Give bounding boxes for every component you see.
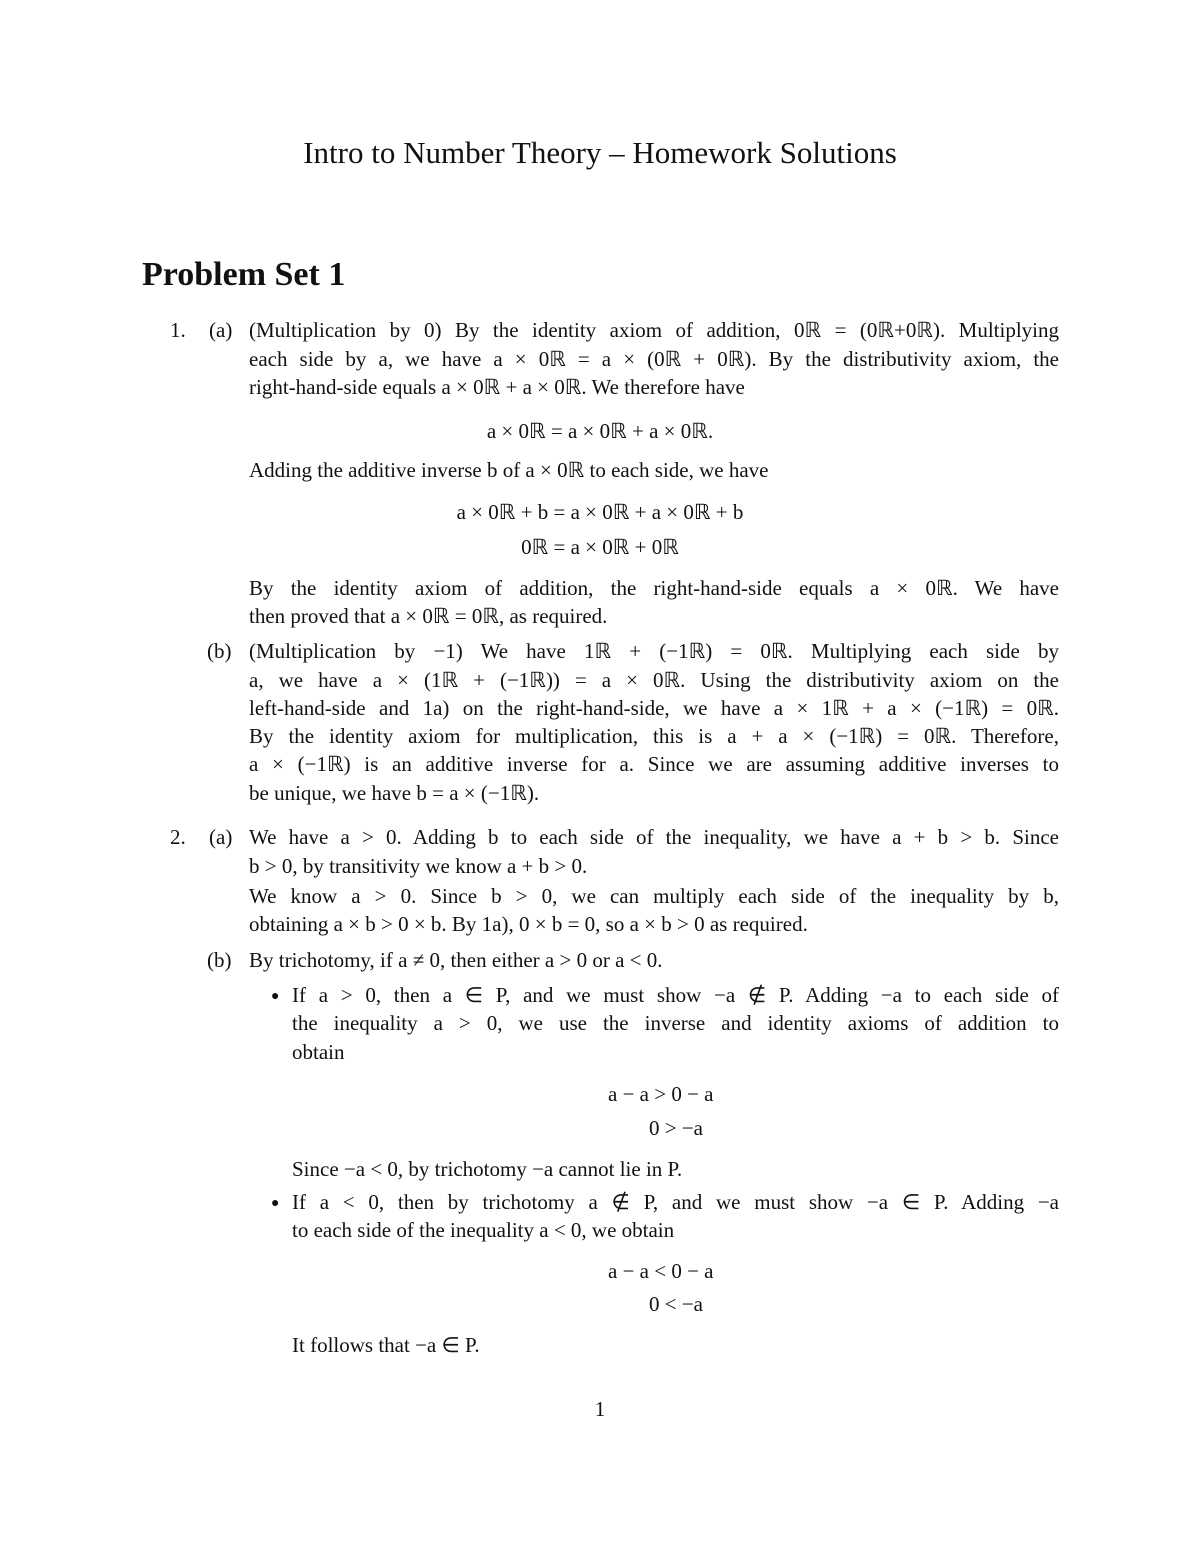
part-label: (b): [207, 639, 232, 663]
text-line: It follows that −a ∈ P.: [292, 1333, 480, 1357]
display-equation: a − a < 0 − a: [608, 1259, 714, 1283]
text-line: obtain: [292, 1040, 345, 1064]
text-line: If a > 0, then a ∈ P, and we must show −a ∉ P. Adding −a to each side of: [292, 983, 1059, 1007]
text-line: (Multiplication by 0) By the identity axiom of addition, 0ℝ = (0ℝ+0ℝ). Multiplying: [249, 318, 1059, 342]
text-line: be unique, we have b = a × (−1ℝ).: [249, 781, 540, 805]
text-line: We know a > 0. Since b > 0, we can multiply each side of the inequality by b,: [249, 884, 1059, 908]
text-line: If a < 0, then by trichotomy a ∉ P, and we must show −a ∈ P. Adding −a: [292, 1190, 1059, 1214]
page-number: 1: [594, 1397, 606, 1421]
text-line: By the identity axiom of addition, the right-hand-side equals a × 0ℝ. We have: [249, 576, 1059, 600]
text-line: then proved that a × 0ℝ = 0ℝ, as required.: [249, 604, 608, 628]
display-equation: a × 0ℝ = a × 0ℝ + a × 0ℝ.: [486, 419, 714, 443]
section-title: Problem Set 1: [142, 256, 346, 293]
text-line: a × (−1ℝ) is an additive inverse for a. Since we are assuming additive inverses to: [249, 752, 1059, 776]
display-equation: a − a > 0 − a: [608, 1082, 714, 1106]
text-line: to each side of the inequality a < 0, we obtain: [292, 1218, 675, 1242]
text-line: right-hand-side equals a × 0ℝ + a × 0ℝ. We therefore have: [249, 375, 745, 399]
display-equation: 0 > −a: [649, 1116, 704, 1140]
text-line: obtaining a × b > 0 × b. By 1a), 0 × b = 0, so a × b > 0 as required.: [249, 912, 808, 936]
document-title: Intro to Number Theory – Homework Solutions: [303, 135, 897, 170]
text-line: Adding the additive inverse b of a × 0ℝ to each side, we have: [249, 458, 769, 482]
bullet-icon: ●: [271, 1196, 280, 1211]
text-line: (Multiplication by −1) We have 1ℝ + (−1ℝ) = 0ℝ. Multiplying each side by: [249, 639, 1059, 663]
display-equation: a × 0ℝ + b = a × 0ℝ + a × 0ℝ + b: [456, 500, 744, 524]
problem-number: 1.: [170, 318, 186, 342]
text-line: b > 0, by transitivity we know a + b > 0.: [249, 854, 588, 878]
display-equation: 0 < −a: [649, 1292, 704, 1316]
problem-number: 2.: [170, 825, 186, 849]
text-line: a, we have a × (1ℝ + (−1ℝ)) = a × 0ℝ. Using the distributivity axiom on the: [249, 668, 1059, 692]
part-label: (a): [209, 825, 233, 849]
bullet-icon: ●: [271, 989, 280, 1004]
display-equation: 0ℝ = a × 0ℝ + 0ℝ: [521, 535, 679, 559]
text-line: each side by a, we have a × 0ℝ = a × (0ℝ + 0ℝ). By the distributivity axiom, the: [249, 347, 1059, 371]
part-label: (a): [209, 318, 233, 342]
text-line: By the identity axiom for multiplication, this is a + a × (−1ℝ) = 0ℝ. Therefore,: [249, 724, 1059, 748]
text-line: We have a > 0. Adding b to each side of the inequality, we have a + b > b. Since: [249, 825, 1059, 849]
text-line: the inequality a > 0, we use the inverse and identity axioms of addition to: [292, 1011, 1059, 1035]
part-label: (b): [207, 948, 232, 972]
text-line: Since −a < 0, by trichotomy −a cannot lie in P.: [292, 1157, 683, 1181]
text-line: left-hand-side and 1a) on the right-hand-side, we have a × 1ℝ + a × (−1ℝ) = 0ℝ.: [249, 696, 1059, 720]
text-line: By trichotomy, if a ≠ 0, then either a > 0 or a < 0.: [249, 948, 663, 972]
